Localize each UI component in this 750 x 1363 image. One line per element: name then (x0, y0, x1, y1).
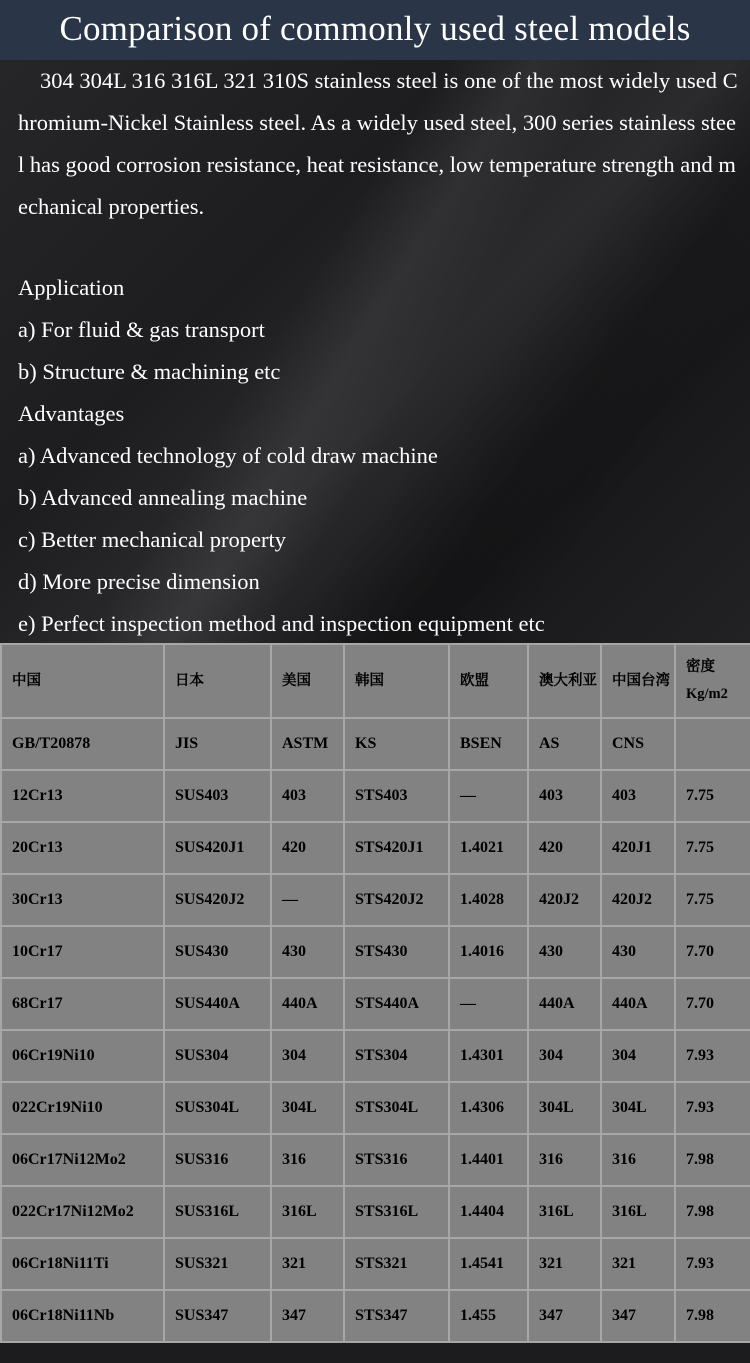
table-cell: 347 (601, 1290, 675, 1342)
table-cell: 7.98 (675, 1186, 750, 1238)
application-item: b) Structure & machining etc (18, 359, 281, 384)
table-cell: 7.93 (675, 1082, 750, 1134)
intro-section (0, 60, 750, 643)
table-header-row (1, 644, 750, 718)
table-cell: STS316 (344, 1134, 449, 1186)
table-row (1, 1082, 750, 1134)
table-cell: STS420J2 (344, 874, 449, 926)
table-cell: 1.4021 (449, 822, 528, 874)
table-cell: 321 (271, 1238, 344, 1290)
table-cell: 440A (528, 978, 601, 1030)
table-cell (675, 718, 750, 770)
table-cell: STS304L (344, 1082, 449, 1134)
table-row (1, 822, 750, 874)
page-title: Comparison of commonly used steel models (0, 0, 750, 60)
table-cell: 304L (271, 1082, 344, 1134)
table-cell: 316 (528, 1134, 601, 1186)
table-cell: STS304 (344, 1030, 449, 1082)
table-cell: 316 (601, 1134, 675, 1186)
table-cell: 1.4401 (449, 1134, 528, 1186)
table-cell: 304L (528, 1082, 601, 1134)
table-cell: SUS347 (164, 1290, 271, 1342)
table-cell: 1.4404 (449, 1186, 528, 1238)
table-cell: 7.70 (675, 926, 750, 978)
table-cell: 304 (271, 1030, 344, 1082)
table-cell: SUS420J1 (164, 822, 271, 874)
header-cell: 日本 (164, 644, 271, 718)
table-cell: 06Cr17Ni12Mo2 (1, 1134, 164, 1186)
table-cell: SUS430 (164, 926, 271, 978)
table-row (1, 1238, 750, 1290)
table-cell: STS321 (344, 1238, 449, 1290)
table-cell: 440A (271, 978, 344, 1030)
table-cell: AS (528, 718, 601, 770)
application-item: a) For fluid & gas transport (18, 317, 265, 342)
table-cell: 7.70 (675, 978, 750, 1030)
table-cell: 420J2 (528, 874, 601, 926)
intro-paragraph (18, 60, 740, 228)
table-row (1, 978, 750, 1030)
table-cell: SUS304L (164, 1082, 271, 1134)
application-heading: Application (18, 275, 125, 300)
table-cell: STS430 (344, 926, 449, 978)
advantages-heading: Advantages (18, 401, 125, 426)
table-cell: 1.4016 (449, 926, 528, 978)
table-row (1, 926, 750, 978)
table-cell: 7.93 (675, 1030, 750, 1082)
table-cell: 1.4541 (449, 1238, 528, 1290)
table-cell: 347 (528, 1290, 601, 1342)
table-cell: 420J2 (601, 874, 675, 926)
table-cell: 304 (601, 1030, 675, 1082)
header-cell: 美国 (271, 644, 344, 718)
table-cell: 68Cr17 (1, 978, 164, 1030)
table-cell: CNS (601, 718, 675, 770)
table-cell: SUS304 (164, 1030, 271, 1082)
table-cell: 430 (271, 926, 344, 978)
table-cell: STS403 (344, 770, 449, 822)
table-cell: BSEN (449, 718, 528, 770)
table-cell: 430 (528, 926, 601, 978)
table-cell: SUS440A (164, 978, 271, 1030)
table-cell: 30Cr13 (1, 874, 164, 926)
advantage-item: b) Advanced annealing machine (18, 485, 308, 510)
table-cell: STS347 (344, 1290, 449, 1342)
steel-comparison-table (0, 643, 750, 1343)
table-cell: KS (344, 718, 449, 770)
table-cell: — (449, 978, 528, 1030)
header-cell: 澳大利亚 (528, 644, 601, 718)
table-cell: 7.75 (675, 822, 750, 874)
table-cell: GB/T20878 (1, 718, 164, 770)
table-cell: 7.75 (675, 874, 750, 926)
table-cell: 7.98 (675, 1290, 750, 1342)
table-cell: 321 (528, 1238, 601, 1290)
table-cell: SUS403 (164, 770, 271, 822)
table-cell: STS420J1 (344, 822, 449, 874)
table-cell: 20Cr13 (1, 822, 164, 874)
table-cell: 10Cr17 (1, 926, 164, 978)
table-cell: 7.98 (675, 1134, 750, 1186)
table-row (1, 1030, 750, 1082)
table-cell: STS316L (344, 1186, 449, 1238)
advantage-item: d) More precise dimension (18, 569, 260, 594)
table-cell: 420 (271, 822, 344, 874)
table-cell: — (271, 874, 344, 926)
table-cell: 316L (528, 1186, 601, 1238)
table-cell: 304L (601, 1082, 675, 1134)
table-cell: 06Cr18Ni11Ti (1, 1238, 164, 1290)
table-cell: 022Cr19Ni10 (1, 1082, 164, 1134)
table-cell: 022Cr17Ni12Mo2 (1, 1186, 164, 1238)
table-cell: STS440A (344, 978, 449, 1030)
table-row (1, 1134, 750, 1186)
header-cell: 中国 (1, 644, 164, 718)
table-cell: 1.4028 (449, 874, 528, 926)
table-cell: SUS316L (164, 1186, 271, 1238)
table-cell: 06Cr19Ni10 (1, 1030, 164, 1082)
advantage-item: e) Perfect inspection method and inspection equipment etc (18, 611, 545, 636)
table-cell: — (449, 770, 528, 822)
table-cell: SUS420J2 (164, 874, 271, 926)
table-cell: 7.93 (675, 1238, 750, 1290)
table-cell: 304 (528, 1030, 601, 1082)
table-cell: 430 (601, 926, 675, 978)
table-cell: 316L (271, 1186, 344, 1238)
header-cell: 中国台湾 (601, 644, 675, 718)
advantage-item: a) Advanced technology of cold draw machine (18, 443, 438, 468)
table-row (1, 1186, 750, 1238)
table-cell: 440A (601, 978, 675, 1030)
table-row (1, 1290, 750, 1342)
advantage-item: c) Better mechanical property (18, 527, 286, 552)
table-cell: SUS321 (164, 1238, 271, 1290)
table-cell: 420J1 (601, 822, 675, 874)
table-cell: 1.455 (449, 1290, 528, 1342)
table-cell: 403 (601, 770, 675, 822)
table-cell: 420 (528, 822, 601, 874)
table-row (1, 770, 750, 822)
table-cell: 7.75 (675, 770, 750, 822)
table-cell: 1.4301 (449, 1030, 528, 1082)
table-cell: 403 (271, 770, 344, 822)
table-cell: 316L (601, 1186, 675, 1238)
header-cell: 欧盟 (449, 644, 528, 718)
table-cell: 1.4306 (449, 1082, 528, 1134)
table-cell: 06Cr18Ni11Nb (1, 1290, 164, 1342)
table-row (1, 874, 750, 926)
table-cell: 12Cr13 (1, 770, 164, 822)
table-cell: SUS316 (164, 1134, 271, 1186)
header-cell: 密度Kg/m2 (675, 644, 750, 718)
table-cell: 316 (271, 1134, 344, 1186)
table-cell: 321 (601, 1238, 675, 1290)
table-cell: ASTM (271, 718, 344, 770)
table-cell: JIS (164, 718, 271, 770)
intro-paragraph-text: 304 304L 316 316L 321 310S stainless steel is one of the most widely used Chromium-Nickel Stainless steel. As a widely used steel, 300 series stainless steel has good corrosion resistance, heat resistance, low temperature strength and mechanical properties. (18, 68, 738, 219)
table-cell: 347 (271, 1290, 344, 1342)
table-cell: 403 (528, 770, 601, 822)
header-cell: 韩国 (344, 644, 449, 718)
table-row (1, 718, 750, 770)
